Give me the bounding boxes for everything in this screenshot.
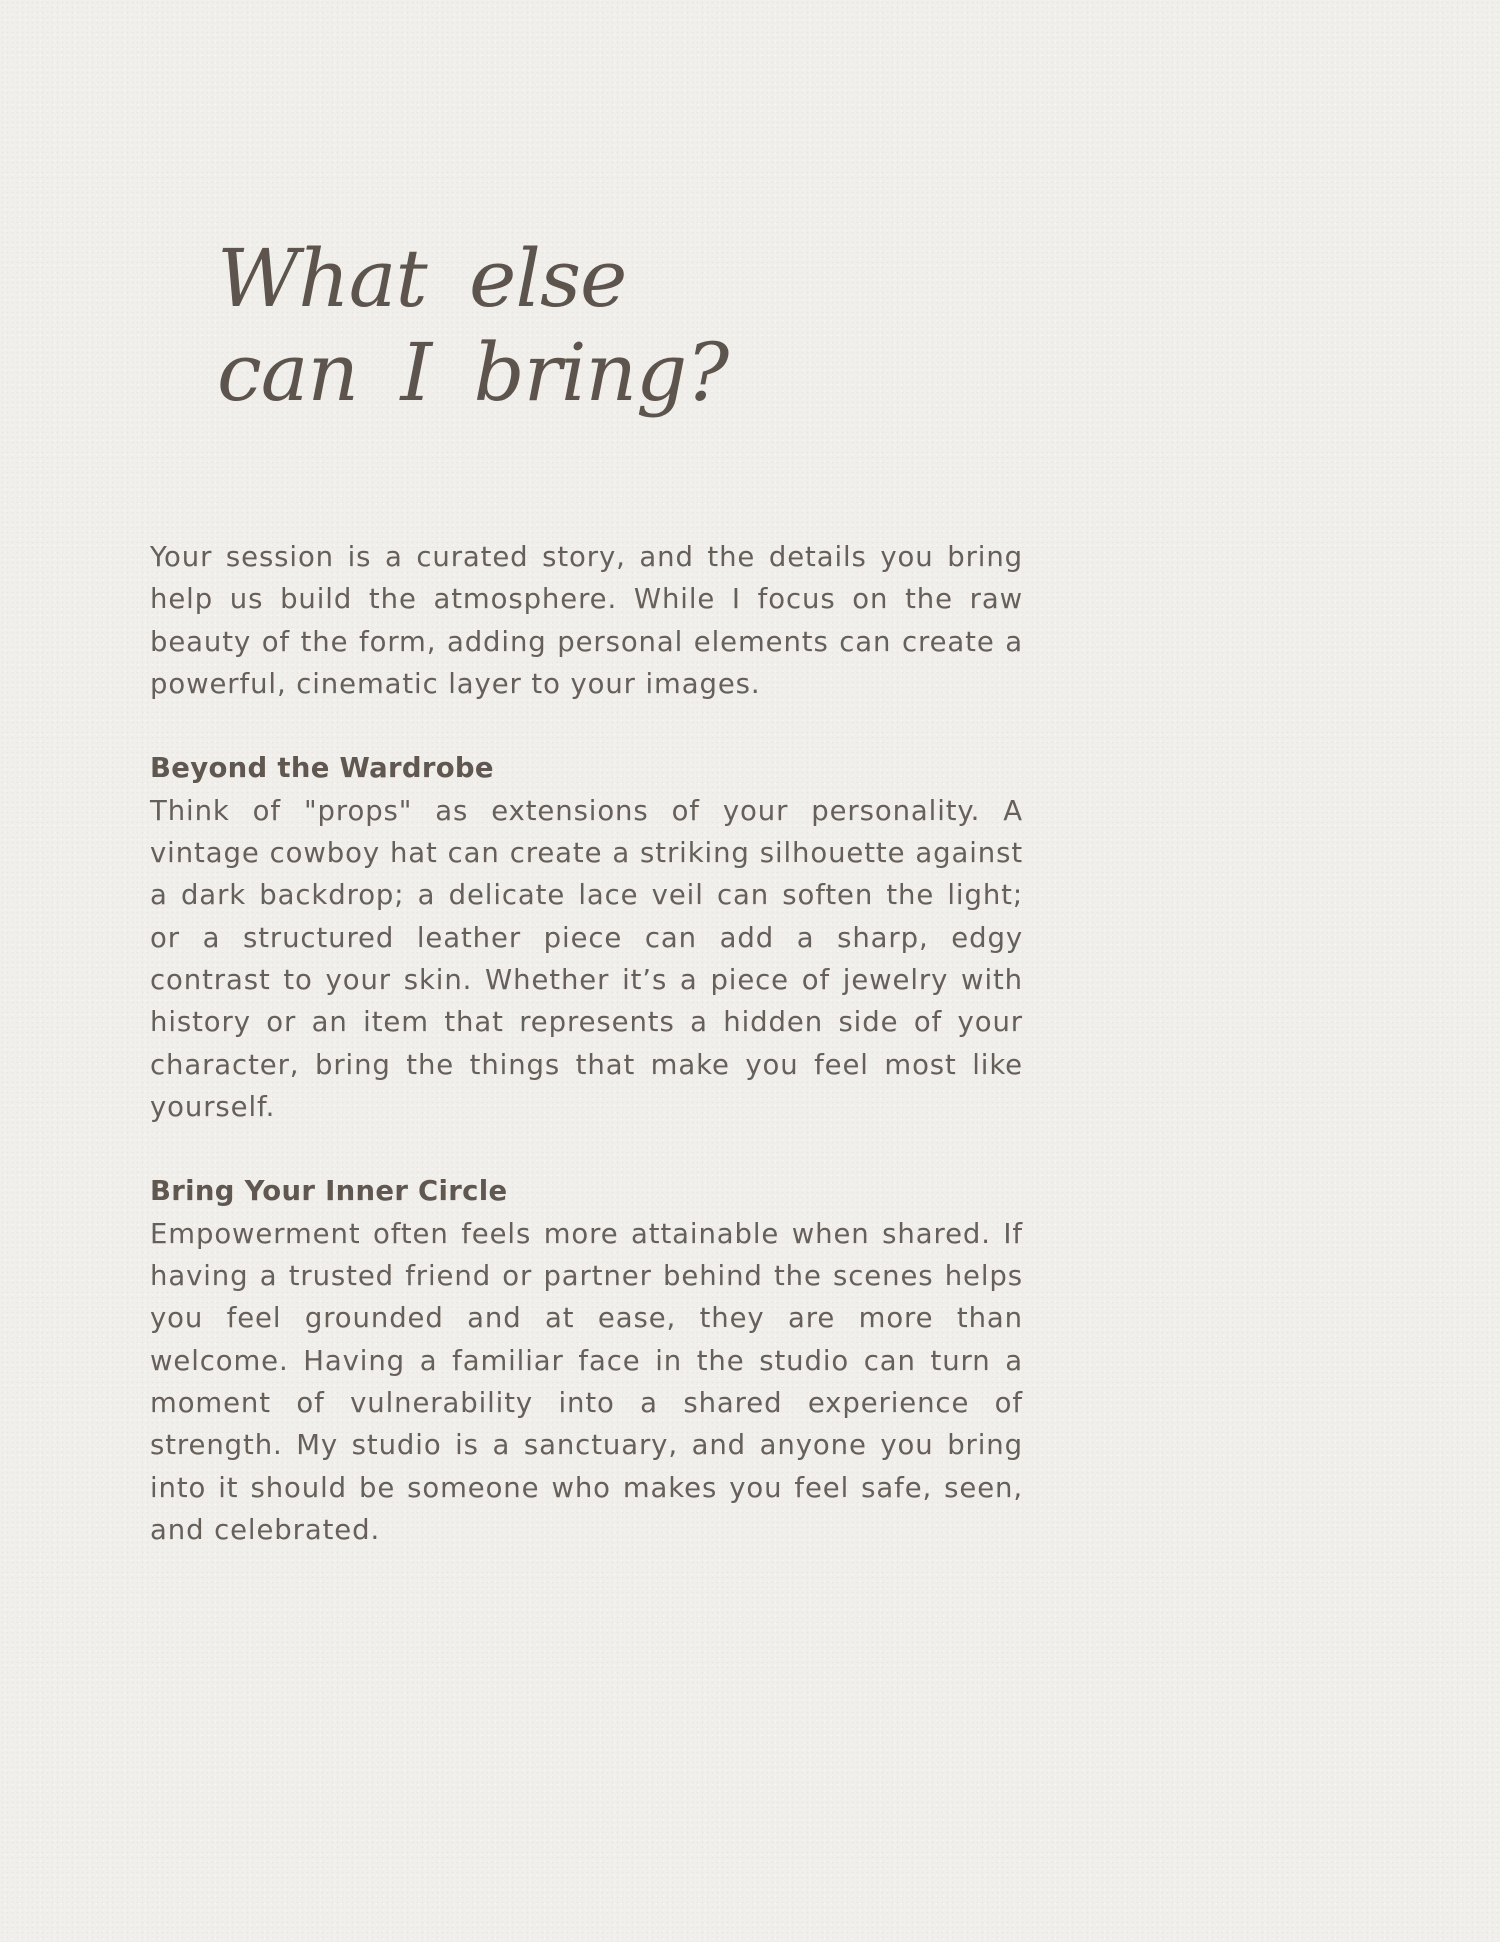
section-paragraph: Empowerment often feels more attainable when shared. If having a trusted friend or partner behind the scenes helps you feel grounded and at ease, they are more than welcome. Having a familiar face in the studio can turn a moment of vulnerability into a shared experience of strength. My studio is a sanctuary, and anyone you bring into it should be someone who makes you feel safe, seen, and celebrated. <box>150 1217 1023 1546</box>
page-title: What else can I bring? <box>217 232 729 419</box>
section-bring-your-inner-circle <box>150 1170 1023 1551</box>
section-beyond-the-wardrobe <box>150 747 1023 1128</box>
content-body <box>150 536 1023 1593</box>
section-paragraph: Think of "props" as extensions of your personality. A vintage cowboy hat can create a striking silhouette against a dark backdrop; a delicate lace veil can soften the light; or a structured leather piece can add a sharp, edgy contrast to your skin. Whether it’s a piece of jewelry with history or an item that represents a hidden side of your character, bring the things that make you feel most like yourself. <box>150 794 1023 1123</box>
intro-paragraph: Your session is a curated story, and the details you bring help us build the atmosphere. While I focus on the raw beauty of the form, adding personal elements can create a powerful, cinematic layer to your images. <box>150 541 1023 700</box>
section-heading: Bring Your Inner Circle <box>150 1175 508 1208</box>
section-heading: Beyond the Wardrobe <box>150 752 494 785</box>
